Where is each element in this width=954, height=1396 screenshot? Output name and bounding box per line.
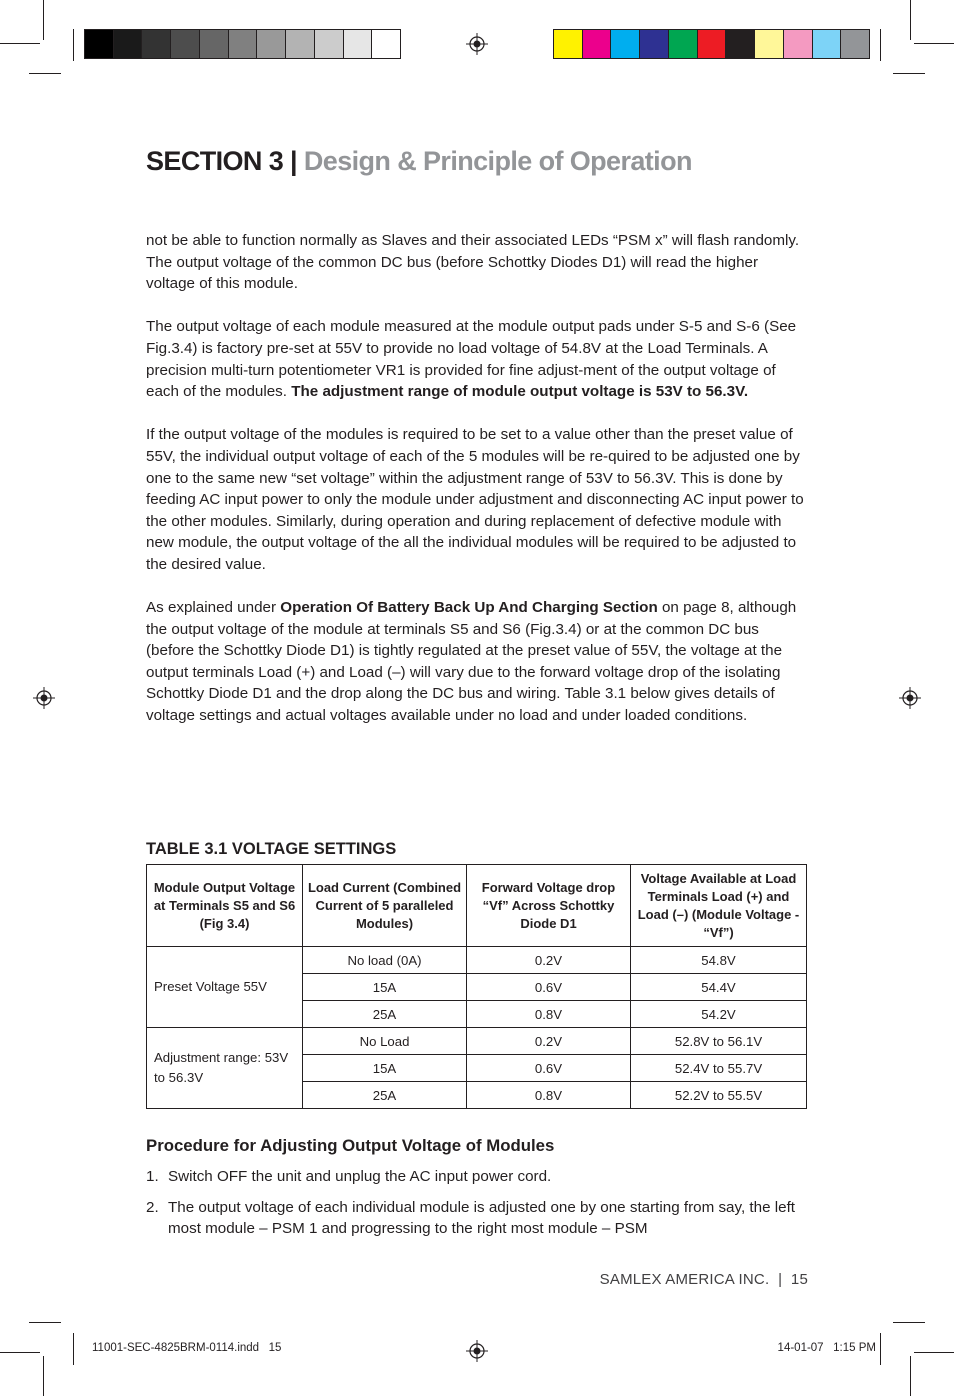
table-cell: 25A xyxy=(303,1082,467,1109)
table-cell: 15A xyxy=(303,974,467,1001)
paragraph-bold-text: Operation Of Battery Back Up And Charging Section xyxy=(280,599,658,617)
table-cell: 0.6V xyxy=(467,1055,631,1082)
paragraph-text: The output voltage of each module measured at the module output pads under S-5 and S-6 (See Fig.3.4) is factory pre-set at 55V to provide no load voltage of 54.8V at the Load Terminals. A precision multi-turn potentiometer VR1 is provided for fine adjust-ment of the output voltage of each of the modules. xyxy=(146,318,797,401)
crop-mark xyxy=(73,29,74,61)
table-cell: 52.2V to 55.5V xyxy=(631,1082,807,1109)
grayscale-bar xyxy=(84,29,401,59)
color-swatch xyxy=(725,30,754,58)
table-header-cell: Forward Voltage drop “Vf” Across Schottky Diode D1 xyxy=(467,865,631,947)
crop-mark xyxy=(29,73,61,74)
paragraph-text: As explained under xyxy=(146,599,281,617)
table-group-label: Adjustment range: 53V to 56.3V xyxy=(147,1028,303,1109)
color-swatch xyxy=(812,30,841,58)
paragraph-text: If the output voltage of the modules is required to be set to a value other than the preset value of 55V, the individual output voltage of each of the 5 modules will be re-quired to be adjusted one by one to the same new “set voltage” within the adjustment range of 53V to 56.3V. This is done by feeding AC input power to only the module under adjustment and disconnecting AC input power to the other modules. Similarly, during operation and during replacement of defective module with new module, the output voltage of the all the individual modules will be required to be adjusted to the desired value. xyxy=(146,426,804,573)
crop-mark xyxy=(43,1356,44,1396)
table-title: TABLE 3.1 VOLTAGE SETTINGS xyxy=(146,840,397,858)
crop-mark xyxy=(880,1333,881,1365)
table-cell: 52.4V to 55.7V xyxy=(631,1055,807,1082)
table-cell: 52.8V to 56.1V xyxy=(631,1028,807,1055)
table-header-cell: Voltage Available at Load Terminals Load (+) and Load (–) (Module Voltage - “Vf”) xyxy=(631,865,807,947)
crop-mark xyxy=(880,29,881,61)
color-swatch xyxy=(371,30,400,58)
crop-mark xyxy=(910,0,911,40)
table-cell: 0.2V xyxy=(467,947,631,974)
body-text xyxy=(146,230,806,748)
color-swatch xyxy=(610,30,639,58)
page-footer: SAMLEX AMERICA INC. | 15 xyxy=(599,1271,808,1288)
color-swatch xyxy=(85,30,113,58)
paragraph-bold-text: The adjustment range of module output voltage is 53V to 56.3V. xyxy=(291,383,749,401)
table-row xyxy=(147,1028,807,1055)
table-header-cell: Module Output Voltage at Terminals S5 and S6 (Fig 3.4) xyxy=(147,865,303,947)
list-item-number: 1. xyxy=(146,1168,159,1185)
table-cell: 54.8V xyxy=(631,947,807,974)
table-cell: 0.6V xyxy=(467,974,631,1001)
table-group-label: Preset Voltage 55V xyxy=(147,947,303,1028)
crop-mark xyxy=(910,1356,911,1396)
section-heading xyxy=(146,146,692,177)
color-swatch xyxy=(285,30,314,58)
registration-mark-icon xyxy=(466,1340,488,1362)
voltage-settings-table xyxy=(146,864,807,1109)
color-swatch xyxy=(783,30,812,58)
color-swatch xyxy=(582,30,611,58)
color-swatch xyxy=(754,30,783,58)
paragraph xyxy=(146,597,806,727)
table-cell: No Load xyxy=(303,1028,467,1055)
paragraph-text: not be able to function normally as Slaves and their associated LEDs “PSM x” will flash randomly. xyxy=(146,232,800,249)
color-swatch xyxy=(199,30,228,58)
table-cell: 15A xyxy=(303,1055,467,1082)
color-bar xyxy=(553,29,870,59)
crop-mark xyxy=(893,1322,925,1323)
crop-mark xyxy=(73,1333,74,1365)
registration-mark-icon xyxy=(899,687,921,709)
color-swatch xyxy=(697,30,726,58)
table-cell: No load (0A) xyxy=(303,947,467,974)
procedure-steps xyxy=(146,1166,806,1249)
table-row xyxy=(147,947,807,974)
color-swatch xyxy=(668,30,697,58)
paragraph xyxy=(146,230,806,295)
crop-mark xyxy=(29,1322,61,1323)
registration-mark-icon xyxy=(466,33,488,55)
color-swatch xyxy=(639,30,668,58)
list-item xyxy=(146,1197,806,1240)
list-item-text: The output voltage of each individual module is adjusted one by one starting from say, the left most module – PSM 1 and progressing to the right most module – PSM xyxy=(168,1198,796,1238)
table-cell: 0.2V xyxy=(467,1028,631,1055)
color-swatch xyxy=(170,30,199,58)
crop-mark xyxy=(0,1352,40,1353)
table-cell: 54.2V xyxy=(631,1001,807,1028)
list-item xyxy=(146,1166,806,1188)
color-swatch xyxy=(343,30,372,58)
color-swatch xyxy=(256,30,285,58)
paragraph-text: The output voltage of the common DC bus (before Schottky Diodes D1) will read the higher voltage of this module. xyxy=(146,253,759,293)
slug-filename: 11001-SEC-4825BRM-0114.indd 15 xyxy=(92,1342,282,1354)
list-item-text: Switch OFF the unit and unplug the AC input power cord. xyxy=(168,1168,552,1185)
color-swatch xyxy=(113,30,142,58)
section-number: SECTION 3 xyxy=(146,146,284,176)
crop-mark xyxy=(893,73,925,74)
paragraph xyxy=(146,424,806,575)
list-item-number: 2. xyxy=(146,1198,159,1216)
registration-mark-icon xyxy=(33,687,55,709)
section-separator: | xyxy=(283,146,304,176)
table-cell: 0.8V xyxy=(467,1082,631,1109)
table-cell: 25A xyxy=(303,1001,467,1028)
crop-mark xyxy=(914,43,954,44)
paragraph xyxy=(146,316,806,402)
slug-timestamp: 14-01-07 1:15 PM xyxy=(777,1342,876,1354)
color-swatch xyxy=(840,30,869,58)
crop-mark xyxy=(43,0,44,40)
section-subtitle: Design & Principle of Operation xyxy=(303,146,692,176)
color-swatch xyxy=(314,30,343,58)
table-header-row xyxy=(147,865,807,947)
crop-mark xyxy=(914,1352,954,1353)
paragraph-text: on page 8, although the output voltage of the module at terminals S5 and S6 (Fig.3.4) or at the common DC bus (before the Schottky Diode D1) is tightly regulated at the preset value of 55V, the voltage at the output terminals Load (+) and Load (–) will vary due to the forward voltage drop of the isolating Schottky Diode D1 and the drop along the DC bus and wiring. Table 3.1 below gives details of voltage settings and actual voltages available under no load and under loaded conditions. xyxy=(146,599,797,725)
color-swatch xyxy=(228,30,257,58)
table-cell: 54.4V xyxy=(631,974,807,1001)
table-cell: 0.8V xyxy=(467,1001,631,1028)
crop-mark xyxy=(0,43,40,44)
color-swatch xyxy=(554,30,582,58)
table-header-cell: Load Current (Combined Current of 5 paralleled Modules) xyxy=(303,865,467,947)
color-swatch xyxy=(141,30,170,58)
procedure-heading: Procedure for Adjusting Output Voltage of Modules xyxy=(146,1136,555,1155)
